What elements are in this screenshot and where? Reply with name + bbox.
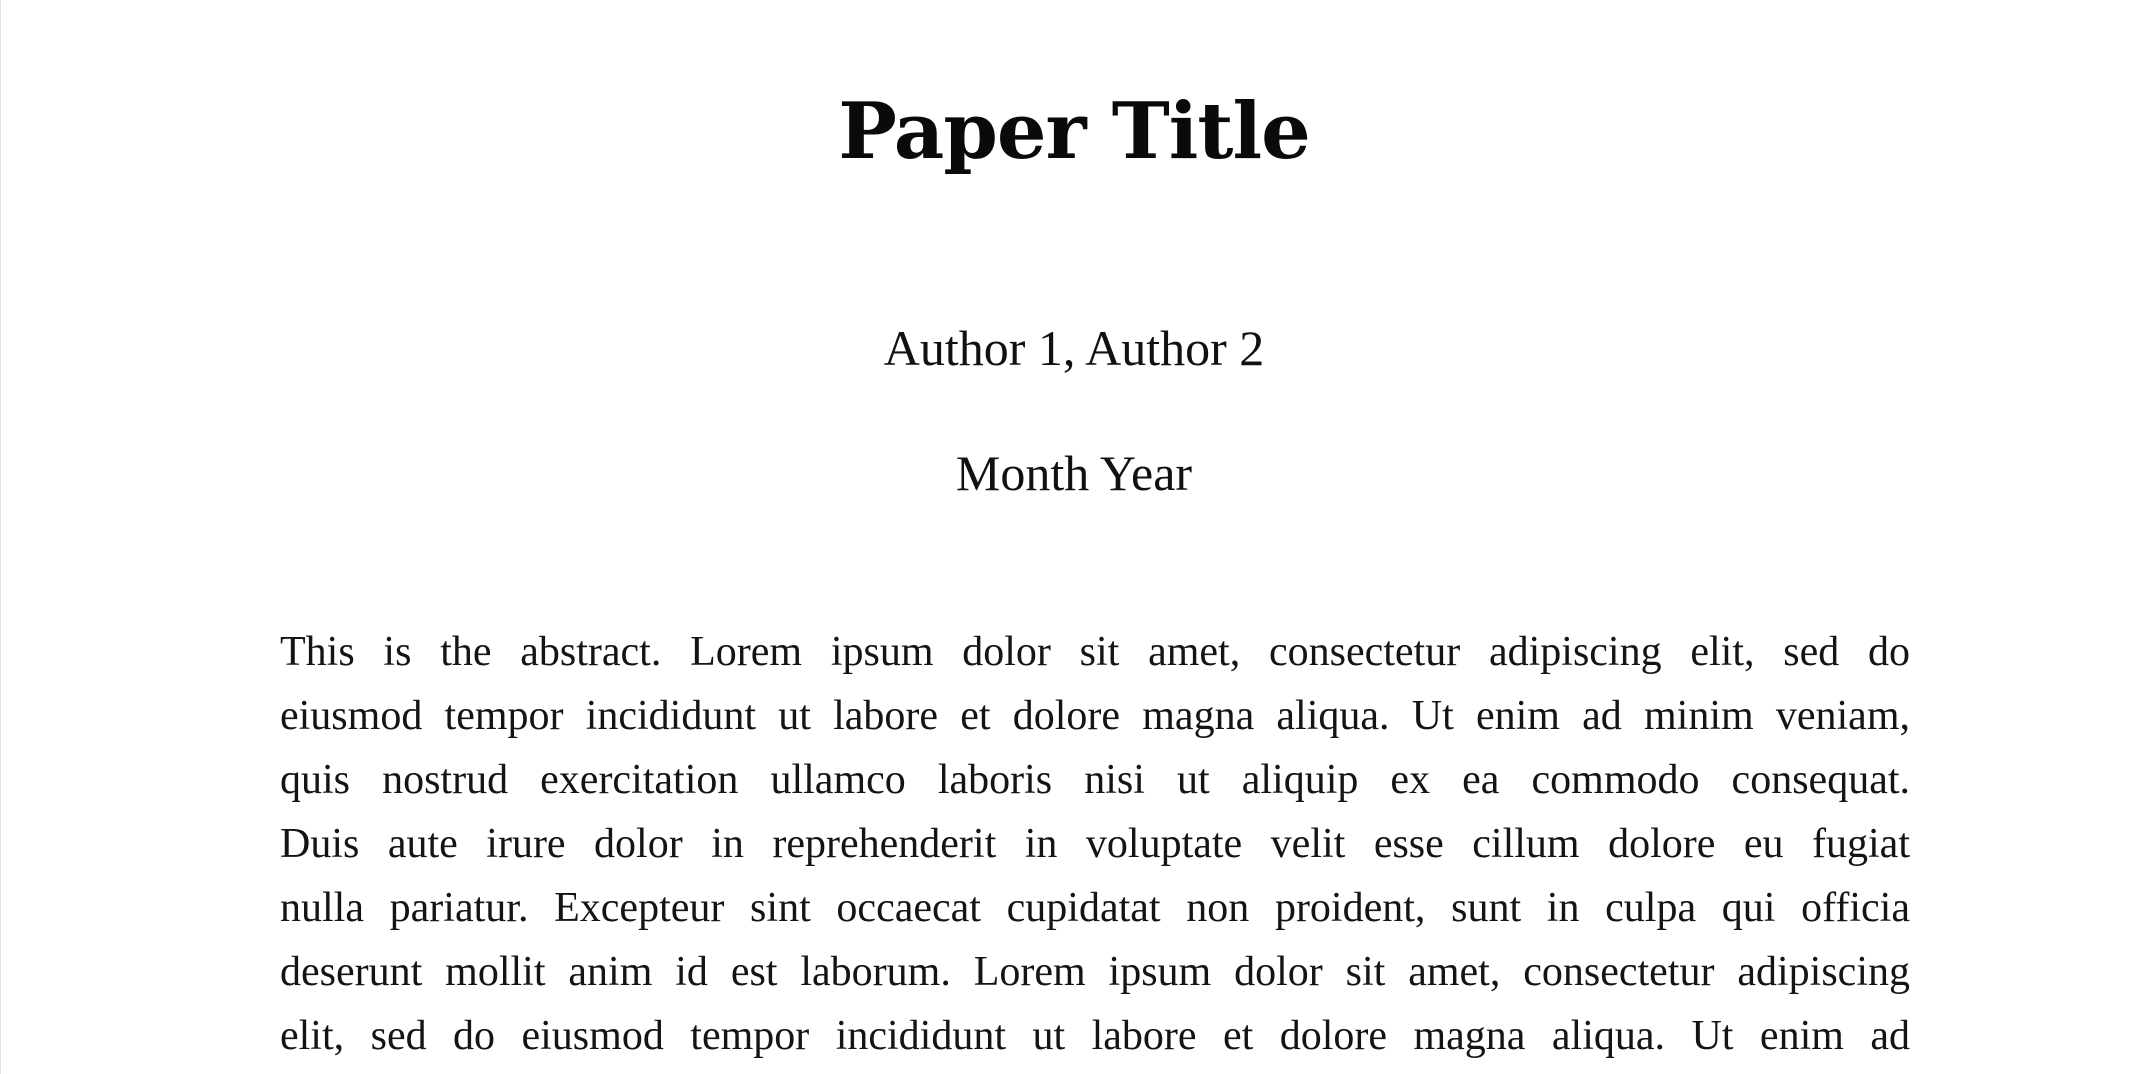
- abstract-line: quis nostrud exercitation ullamco laboris nisi ut aliquip ex ea commodo consequat.: [280, 757, 1910, 803]
- paper-abstract: [280, 620, 1910, 1068]
- paper-date: Month Year: [955, 445, 1193, 501]
- paper-authors: Author 1, Author 2: [883, 320, 1265, 376]
- abstract-line: elit, sed do eiusmod tempor incididunt ut labore et dolore magna aliqua. Ut enim ad: [280, 1013, 1910, 1059]
- paper-title: Paper Title: [838, 86, 1310, 177]
- abstract-line: This is the abstract. Lorem ipsum dolor sit amet, consectetur adipiscing elit, sed do: [280, 629, 1910, 675]
- abstract-line: nulla pariatur. Excepteur sint occaecat cupidatat non proident, sunt in culpa qui officia: [280, 885, 1910, 931]
- abstract-line: deserunt mollit anim id est laborum. Lorem ipsum dolor sit amet, consectetur adipiscing: [280, 949, 1910, 995]
- abstract-line: Duis aute irure dolor in reprehenderit in voluptate velit esse cillum dolore eu fugiat: [280, 821, 1910, 867]
- abstract-line: eiusmod tempor incididunt ut labore et dolore magna aliqua. Ut enim ad minim veniam,: [280, 693, 1910, 739]
